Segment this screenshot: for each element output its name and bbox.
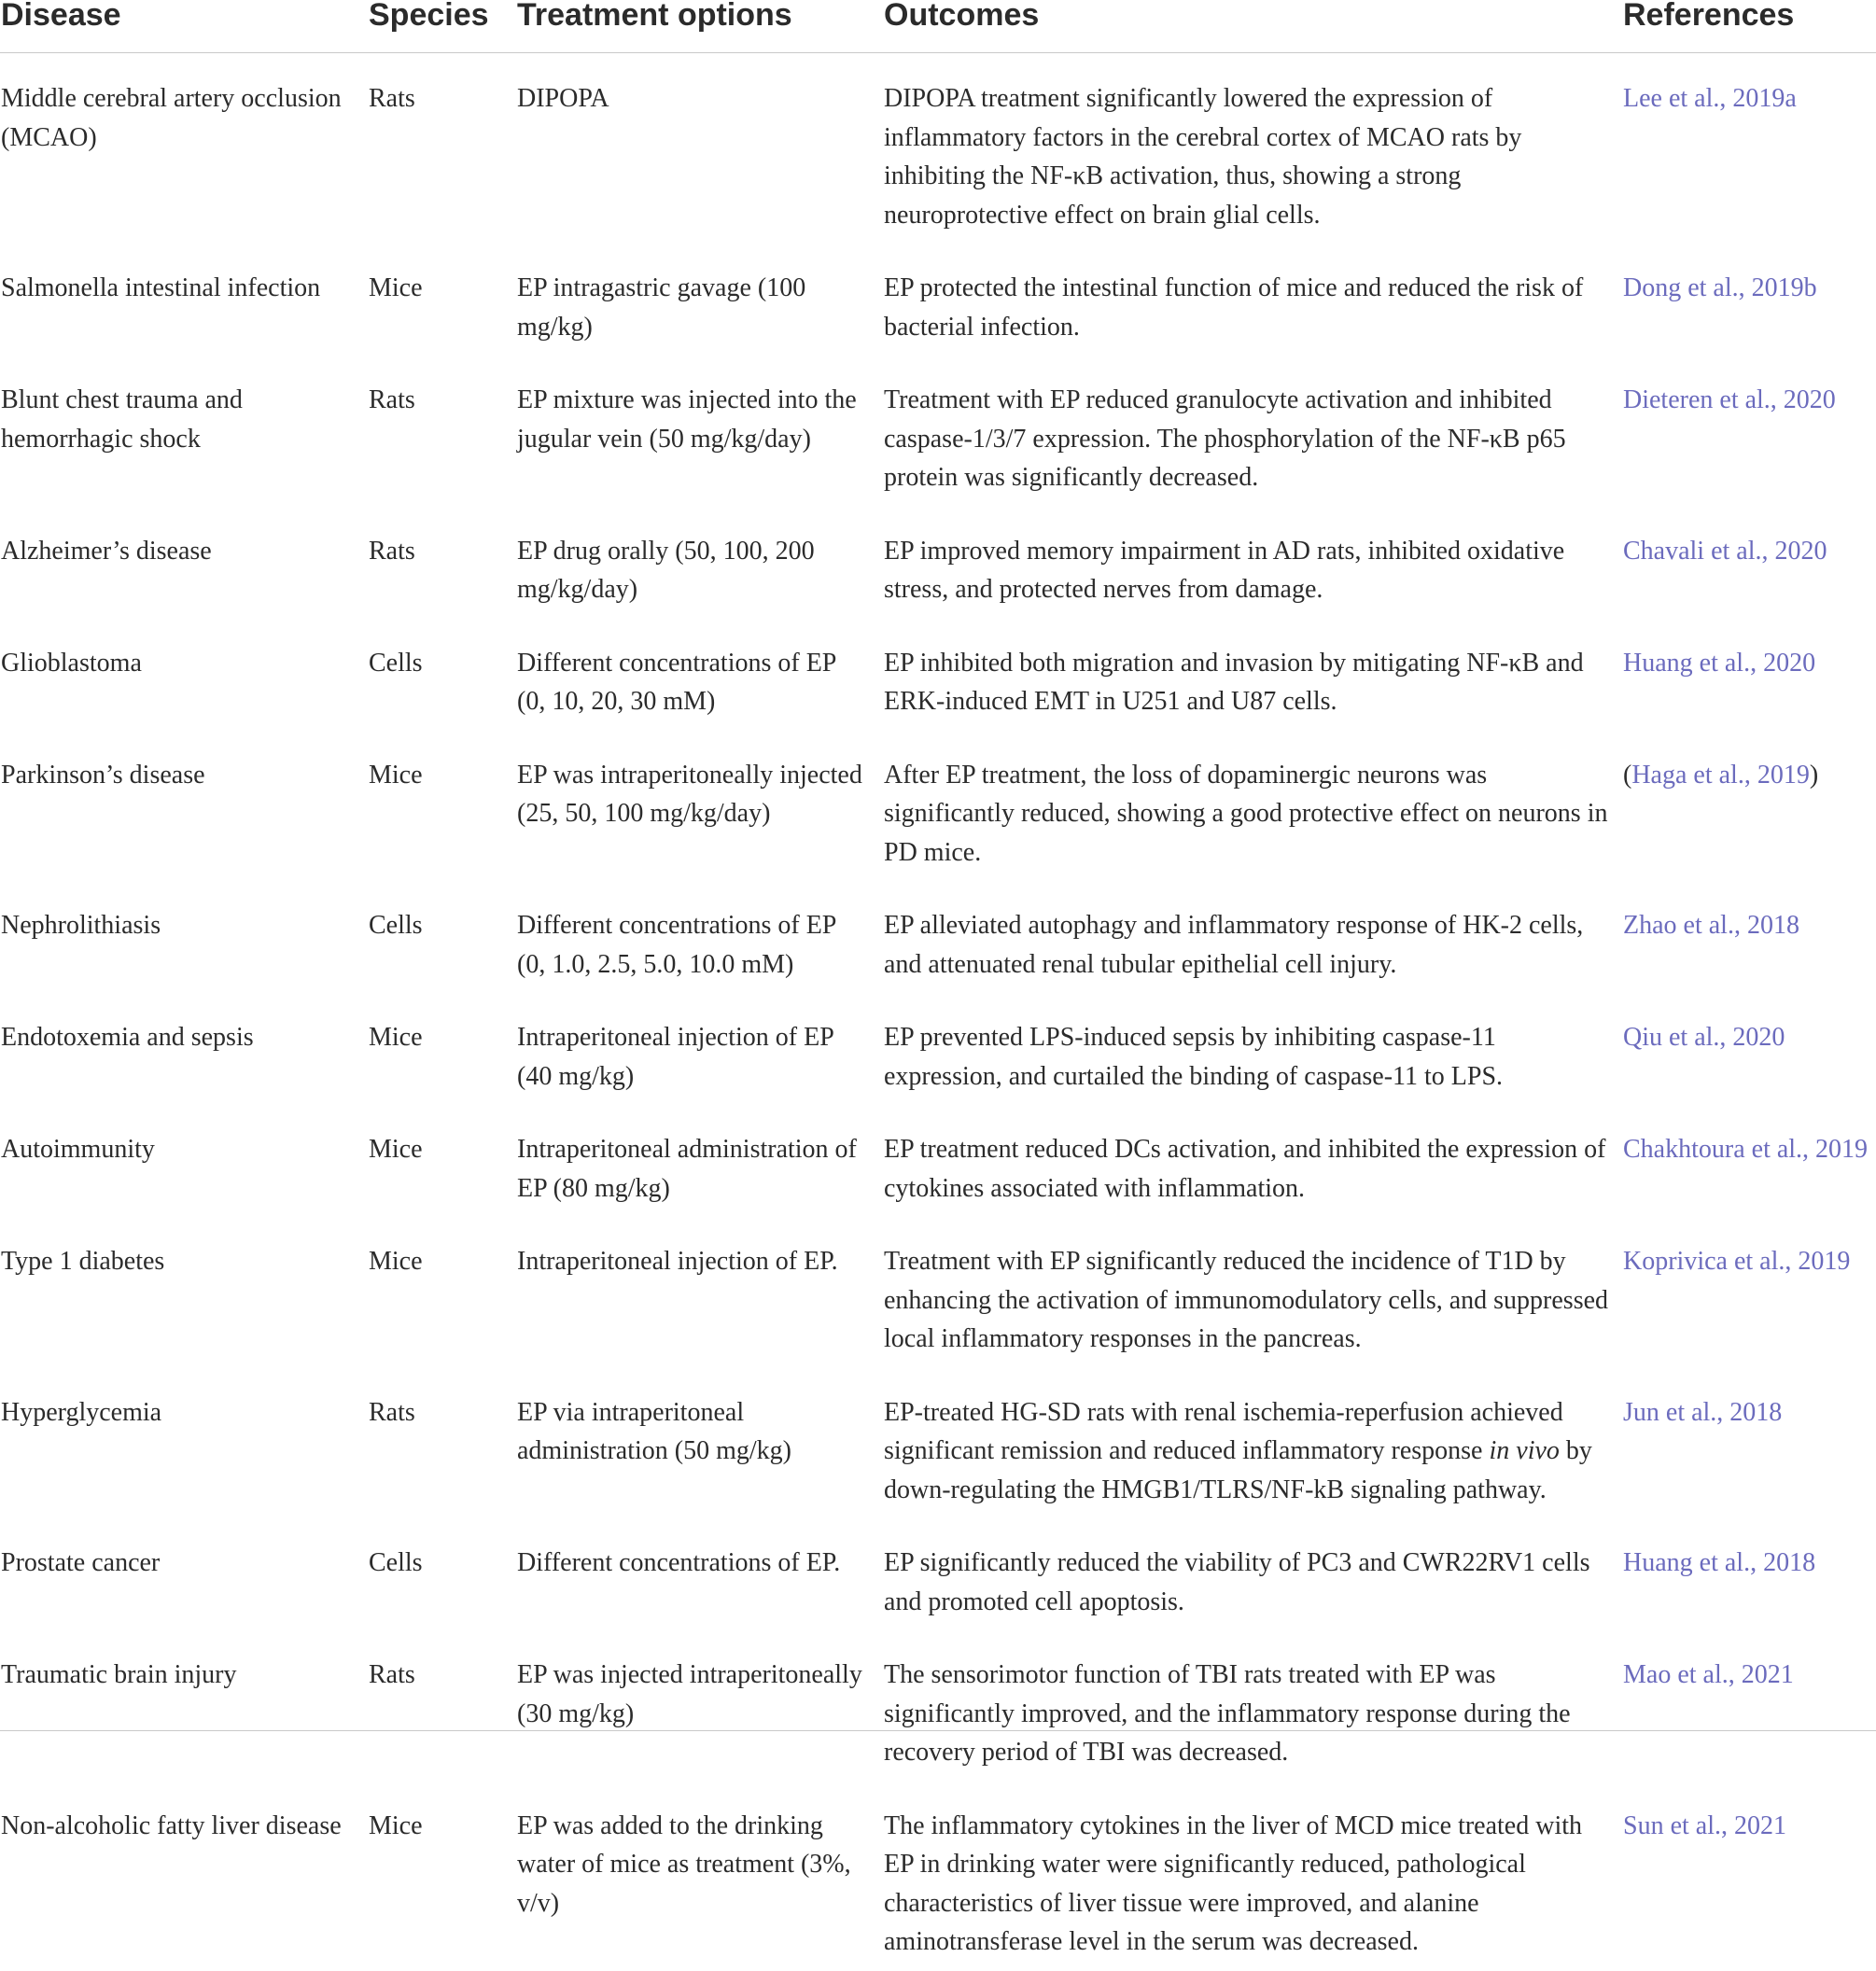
cell-species: Cells — [369, 911, 423, 940]
reference-link[interactable]: Huang et al., 2020 — [1623, 648, 1816, 678]
cell-reference — [1622, 881, 1876, 993]
cell-treatment: EP was injected intraperitoneally (30 mg/kg) — [517, 1660, 862, 1728]
cell-disease: Alzheimer’s disease — [1, 536, 212, 566]
outcome-text: EP alleviated autophagy and inflammatory response of HK-2 cells, and attenuated renal tubular epithelial cell injury. — [884, 911, 1584, 979]
table-bottom-rule — [0, 1730, 1876, 1731]
reference-link[interactable]: Chavali et al., 2020 — [1623, 536, 1827, 566]
cell-species: Mice — [369, 1810, 423, 1840]
header-disease: Disease — [0, 0, 368, 53]
cell-treatment: DIPOPA — [517, 84, 609, 113]
cell-species: Mice — [369, 1135, 423, 1164]
reference-link[interactable]: Sun et al., 2021 — [1623, 1810, 1786, 1840]
cell-outcome — [883, 1368, 1622, 1519]
cell-reference — [1622, 1217, 1876, 1368]
cell-reference — [1622, 619, 1876, 731]
cell-species: Mice — [369, 273, 423, 302]
table-row — [0, 1217, 1876, 1368]
cell-outcome — [883, 53, 1622, 245]
cell-outcome — [883, 881, 1622, 993]
cell-disease: Endotoxemia and sepsis — [1, 1023, 254, 1052]
table-row — [0, 1105, 1876, 1217]
cell-disease: Nephrolithiasis — [1, 911, 161, 940]
cell-treatment: EP was added to the drinking water of mice as treatment (3%, v/v) — [517, 1810, 851, 1918]
cell-disease: Prostate cancer — [1, 1548, 161, 1577]
header-references: References — [1622, 0, 1876, 53]
cell-treatment: Different concentrations of EP (0, 10, 20, 30 mM) — [517, 648, 836, 716]
cell-reference — [1622, 731, 1876, 882]
cell-disease: Autoimmunity — [1, 1135, 155, 1164]
cell-disease: Hyperglycemia — [1, 1397, 162, 1427]
cell-treatment: Intraperitoneal administration of EP (80 mg/kg) — [517, 1135, 857, 1203]
reference-link[interactable]: Haga et al., 2019 — [1631, 760, 1810, 790]
cell-treatment: EP intragastric gavage (100 mg/kg) — [517, 273, 806, 342]
cell-treatment: EP drug orally (50, 100, 200 mg/kg/day) — [517, 536, 815, 604]
reference-link[interactable]: Koprivica et al., 2019 — [1623, 1247, 1851, 1276]
cell-reference — [1622, 53, 1876, 245]
cell-reference — [1622, 1105, 1876, 1217]
cell-outcome — [883, 244, 1622, 356]
cell-reference — [1622, 1630, 1876, 1782]
cell-reference — [1622, 1368, 1876, 1519]
cell-outcome — [883, 507, 1622, 619]
cell-species: Rats — [369, 1397, 415, 1427]
cell-disease: Middle cerebral artery occlusion (MCAO) — [1, 84, 342, 152]
reference-link[interactable]: Zhao et al., 2018 — [1623, 911, 1799, 940]
outcome-text: EP protected the intestinal function of mice and reduced the risk of bacterial infection. — [884, 273, 1584, 342]
cell-outcome — [883, 1105, 1622, 1217]
outcome-text: Treatment with EP significantly reduced the incidence of T1D by enhancing the activation of immunomodulatory cells, and suppressed local inflammatory responses in the pancreas. — [884, 1247, 1609, 1353]
cell-outcome — [883, 1782, 1622, 1971]
cell-treatment: EP via intraperitoneal administration (50 mg/kg) — [517, 1397, 791, 1465]
cell-reference — [1622, 993, 1876, 1105]
outcome-text: EP inhibited both migration and invasion by mitigating NF-κB and ERK-induced EMT in U251 and U87 cells. — [884, 648, 1584, 716]
outcome-text: DIPOPA treatment significantly lowered the expression of inflammatory factors in the cerebral cortex of MCAO rats by inhibiting the NF-κB activation, thus, showing a strong neuroprotective effect on brain glial cells. — [884, 84, 1522, 230]
outcome-text: Treatment with EP reduced granulocyte activation and inhibited caspase-1/3/7 expression. The phosphorylation of the NF-κB p65 protein was significantly decreased. — [884, 385, 1566, 492]
cell-disease: Salmonella intestinal infection — [1, 273, 321, 302]
table-header — [0, 0, 1876, 53]
table-row — [0, 993, 1876, 1105]
header-row — [0, 0, 1876, 53]
cell-species: Rats — [369, 84, 415, 113]
table-row — [0, 1518, 1876, 1630]
reference-link[interactable]: Chakhtoura et al., 2019 — [1623, 1135, 1869, 1164]
outcome-text: EP-treated HG-SD rats with renal ischemia-reperfusion achieved significant remission and reduced inflammatory response — [884, 1397, 1563, 1465]
table-row — [0, 356, 1876, 507]
cell-outcome — [883, 1630, 1622, 1782]
reference-paren-close: ) — [1809, 760, 1819, 790]
outcome-text: EP prevented LPS-induced sepsis by inhibiting caspase-11 expression, and curtailed the binding of caspase-11 to LPS. — [884, 1023, 1504, 1091]
reference-link[interactable]: Dong et al., 2019b — [1623, 273, 1817, 302]
table-row — [0, 881, 1876, 993]
cell-species: Cells — [369, 648, 423, 678]
cell-treatment: Intraperitoneal injection of EP. — [517, 1247, 838, 1276]
cell-reference — [1622, 1518, 1876, 1630]
cell-outcome — [883, 1518, 1622, 1630]
reference-link[interactable]: Lee et al., 2019a — [1623, 84, 1797, 113]
outcome-text: The sensorimotor function of TBI rats treated with EP was significantly improved, and the inflammatory response during the recovery period of TBI was decreased. — [884, 1660, 1571, 1767]
reference-link[interactable]: Mao et al., 2021 — [1623, 1660, 1794, 1689]
cell-reference — [1622, 507, 1876, 619]
reference-link[interactable]: Jun et al., 2018 — [1623, 1397, 1783, 1427]
cell-species: Mice — [369, 1247, 423, 1276]
cell-treatment: Different concentrations of EP (0, 1.0, 2.5, 5.0, 10.0 mM) — [517, 911, 836, 979]
outcome-text: EP significantly reduced the viability of PC3 and CWR22RV1 cells and promoted cell apoptosis. — [884, 1548, 1590, 1616]
cell-outcome — [883, 356, 1622, 507]
reference-link[interactable]: Huang et al., 2018 — [1623, 1548, 1816, 1577]
cell-species: Mice — [369, 760, 423, 790]
outcome-text: The inflammatory cytokines in the liver of MCD mice treated with EP in drinking water were significantly reduced, pathological characteristics of liver tissue were improved, and alanine aminotransferase level in the serum was decreased. — [884, 1810, 1583, 1956]
cell-species: Mice — [369, 1023, 423, 1052]
table-row — [0, 507, 1876, 619]
cell-reference — [1622, 356, 1876, 507]
outcome-text: After EP treatment, the loss of dopaminergic neurons was significantly reduced, showing a good protective effect on neurons in PD mice. — [884, 760, 1608, 867]
reference-paren-open: ( — [1623, 760, 1632, 790]
reference-link[interactable]: Dieteren et al., 2020 — [1623, 385, 1836, 414]
table-row — [0, 244, 1876, 356]
cell-outcome — [883, 993, 1622, 1105]
outcome-text: EP treatment reduced DCs activation, and inhibited the expression of cytokines associated with inflammation. — [884, 1135, 1606, 1203]
cell-outcome — [883, 1217, 1622, 1368]
cell-species: Rats — [369, 1660, 415, 1689]
cell-species: Cells — [369, 1548, 423, 1577]
header-treatment-options: Treatment options — [516, 0, 883, 53]
cell-disease: Traumatic brain injury — [1, 1660, 237, 1689]
cell-disease: Parkinson’s disease — [1, 760, 205, 790]
cell-treatment: EP mixture was injected into the jugular vein (50 mg/kg/day) — [517, 385, 857, 454]
cell-treatment: EP was intraperitoneally injected (25, 50, 100 mg/kg/day) — [517, 760, 862, 828]
outcome-text-italic: in vivo — [1489, 1436, 1560, 1465]
table-row — [0, 1782, 1876, 1971]
outcome-text: by down-regulating the HMGB1/TLRS/NF-kB signaling pathway. — [884, 1436, 1592, 1504]
cell-disease: Type 1 diabetes — [1, 1247, 165, 1276]
cell-treatment: Intraperitoneal injection of EP (40 mg/kg) — [517, 1023, 833, 1091]
table-row — [0, 1368, 1876, 1519]
cell-disease: Glioblastoma — [1, 648, 142, 678]
outcome-text: EP improved memory impairment in AD rats, inhibited oxidative stress, and protected nerves from damage. — [884, 536, 1565, 604]
cell-disease: Blunt chest trauma and hemorrhagic shock — [1, 385, 243, 454]
header-species: Species — [368, 0, 516, 53]
cell-disease: Non-alcoholic fatty liver disease — [1, 1810, 342, 1840]
table-row — [0, 619, 1876, 731]
table-row — [0, 731, 1876, 882]
cell-species: Rats — [369, 385, 415, 414]
header-outcomes: Outcomes — [883, 0, 1622, 53]
table-body — [0, 53, 1876, 1971]
cell-outcome — [883, 731, 1622, 882]
cell-treatment: Different concentrations of EP. — [517, 1548, 841, 1577]
cell-species: Rats — [369, 536, 415, 566]
cell-reference — [1622, 1782, 1876, 1971]
cell-outcome — [883, 619, 1622, 731]
table-row — [0, 53, 1876, 245]
cell-reference — [1622, 244, 1876, 356]
reference-link[interactable]: Qiu et al., 2020 — [1623, 1023, 1785, 1052]
table-row — [0, 1630, 1876, 1782]
